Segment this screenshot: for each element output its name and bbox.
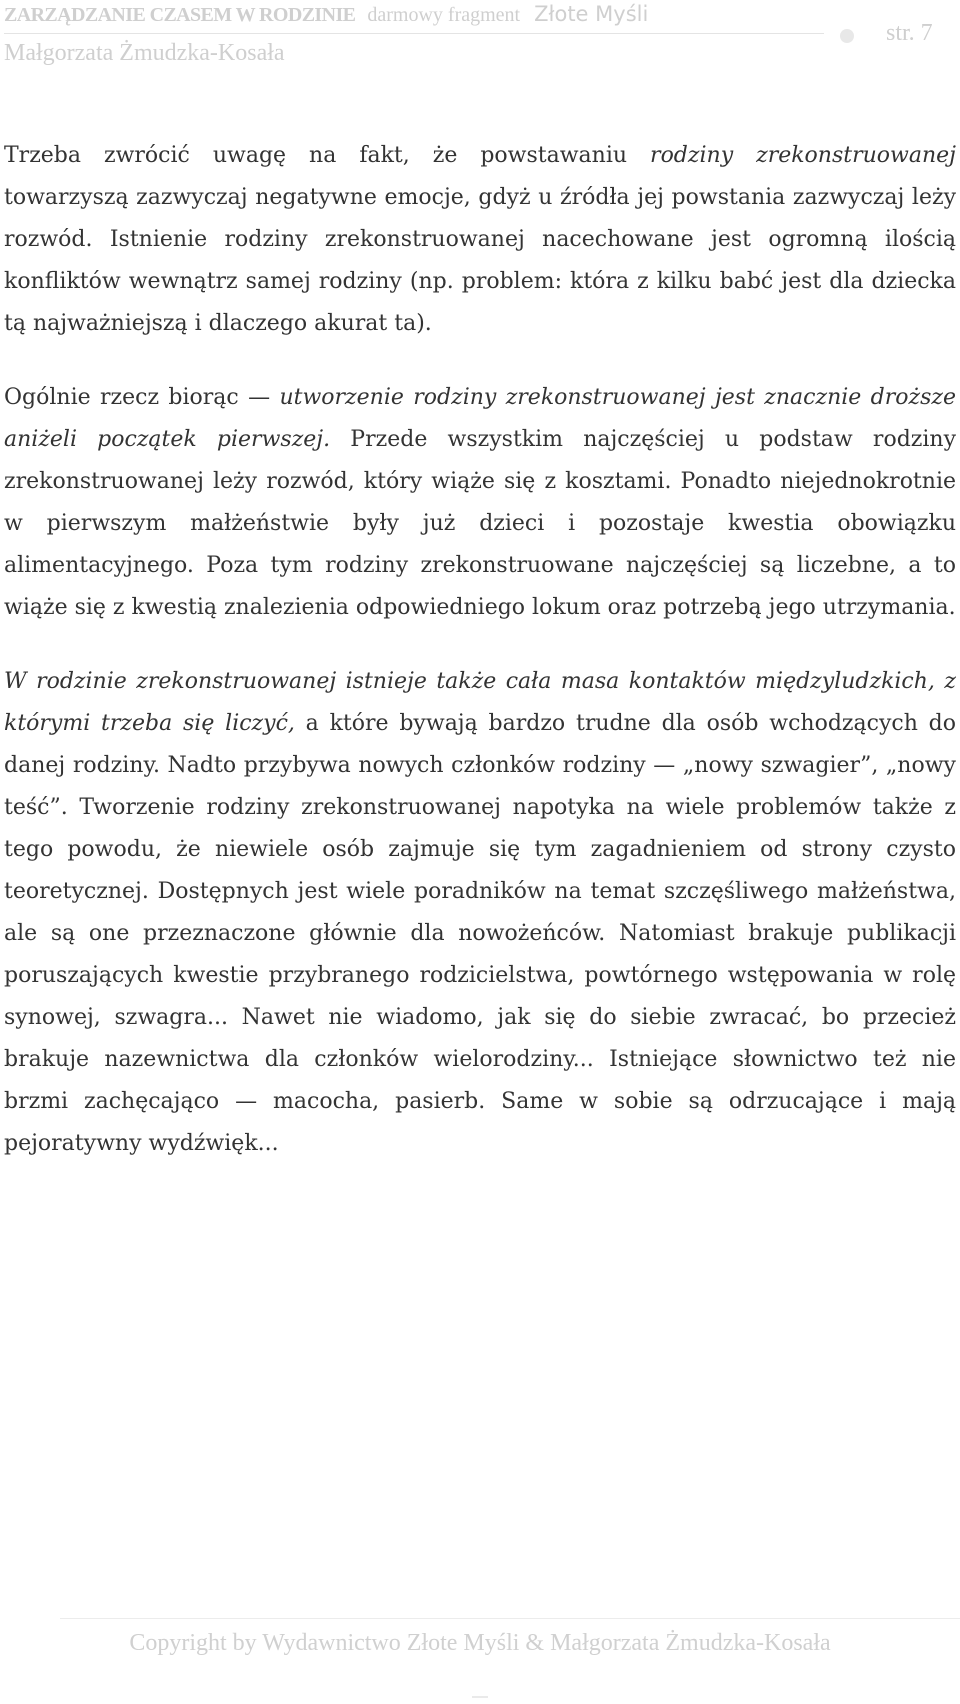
copyright-notice: Copyright by Wydawnictwo Złote Myśli & Małgorzata Żmudzka-Kosała [129, 1630, 831, 1656]
author-name: Małgorzata Żmudzka-Kosała [4, 40, 285, 66]
italic-segment: utworzenie rodziny zrekonstruowanej jest znacznie droższe aniżeli początek pierwszej. [4, 385, 956, 452]
publisher-brand: Złote Myśli [534, 2, 649, 26]
italic-segment: W rodzinie zrekonstruowanej istnieje także cała masa kontaktów międzyludzkich, z którymi trzeba się liczyć, [4, 669, 956, 736]
bullet-dot-icon [840, 29, 854, 43]
page-header [0, 0, 960, 80]
header-subtitle: darmowy fragment [367, 4, 521, 26]
footer-mark [472, 1696, 488, 1698]
page-number: str. 7 [886, 20, 933, 46]
footer-divider [60, 1618, 960, 1619]
header-divider [4, 33, 824, 34]
body-text [4, 135, 956, 1197]
paragraph-1 [4, 135, 956, 345]
paragraph-segment: Trzeba zwrócić uwagę na fakt, że powstawaniu [4, 143, 651, 168]
paragraph-segment: a które bywają bardzo trudne dla osób wchodzących do danej rodziny. Nadto przybywa nowych członków rodziny — „nowy szwagier”, „nowy teść”. Tworzenie rodziny zrekonstruowanej napotyka na wiele problemów także z tego powodu, że niewiele osób zajmuje się tym zagadnieniem od strony czysto teoretycznej. Dostępnych jest wiele poradników na temat szczęśliwego małżeństwa, ale są one przeznaczone głównie dla nowożeńców. Natomiast brakuje publikacji poruszających kwestie przybranego rodzicielstwa, powtórnego wstępowania w rolę synowej, szwagra... Nawet nie wiadomo, jak się do siebie zwracać, bo przecież brakuje nazewnictwa dla członków wielorodziny... Istniejące słownictwo też nie brzmi zachęcająco — macocha, pasierb. Same w sobie są odrzucające i mają pejoratywny wydźwięk... [4, 711, 956, 1156]
paragraph-2 [4, 377, 956, 629]
paragraph-3 [4, 661, 956, 1165]
paragraph-segment: Ogólnie rzecz biorąc — [4, 385, 280, 410]
italic-segment: rodziny zrekonstruowanej [650, 143, 956, 168]
paragraph-segment: towarzyszą zazwyczaj negatywne emocje, gdyż u źródła jej powstania zazwyczaj leży rozwód. Istnienie rodziny zrekonstruowanej nacechowane jest ogromną ilością konfliktów wewnątrz samej rodziny (np. problem: która z kilku babć jest dla dziecka tą najważniejszą i dlaczego akurat ta). [4, 185, 956, 336]
header-line [4, 2, 648, 27]
book-title: ZARZĄDZANIE CZASEM W RODZINIE [4, 4, 356, 26]
paragraph-segment: Przede wszystkim najczęściej u podstaw rodziny zrekonstruowanej leży rozwód, który wiąże się z kosztami. Ponadto niejednokrotnie w pierwszym małżeństwie były już dzieci i pozostaje kwestia obowiązku alimentacyjnego. Poza tym rodziny zrekonstruowane najczęściej są liczebne, a to wiąże się z kwestią znalezienia odpowiedniego lokum oraz potrzebą jego utrzymania. [4, 427, 956, 620]
